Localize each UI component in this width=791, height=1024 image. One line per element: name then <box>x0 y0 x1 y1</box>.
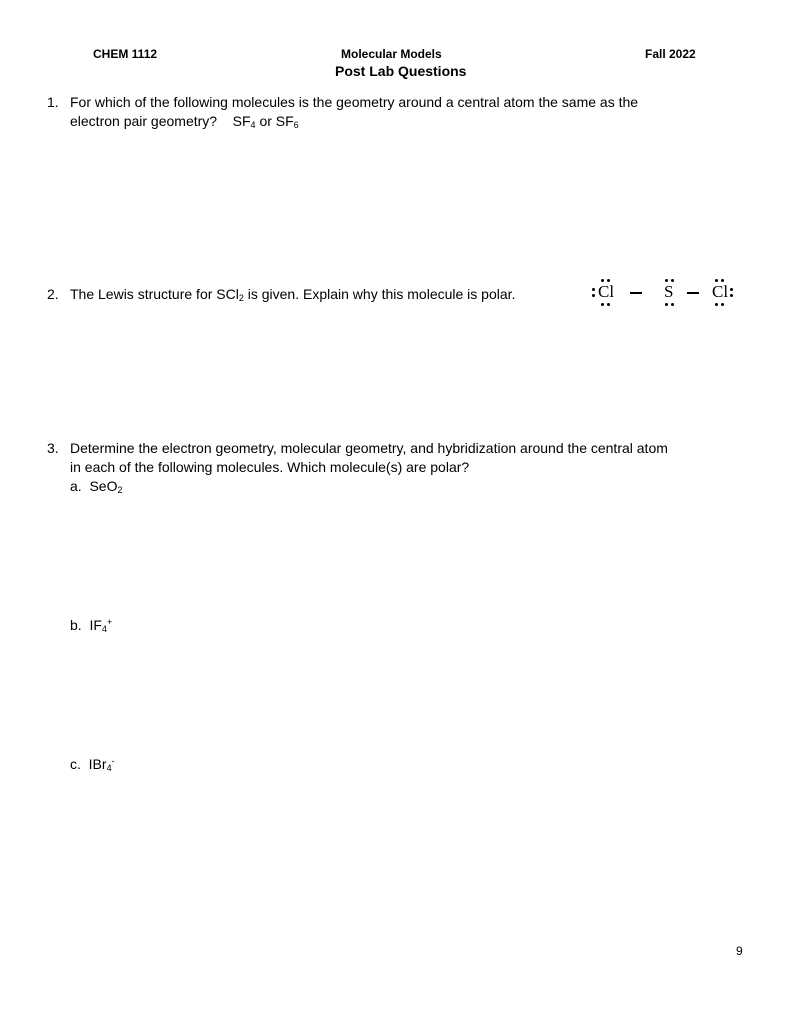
question-3c-label: c. <box>70 756 81 772</box>
question-3b-label: b. <box>70 617 82 633</box>
question-1-line-1: For which of the following molecules is the geometry around a central atom the same as the <box>70 94 639 110</box>
formula-sf4: $SF_4$ <box>232 113 256 130</box>
term: Fall 2022 <box>645 47 696 61</box>
question-1-line-2 <box>70 112 299 131</box>
question-3a <box>70 477 123 496</box>
page-title: Post Lab Questions <box>335 63 467 79</box>
formula-ibr4-minus: IBr$_4$- <box>88 756 115 773</box>
question-1-prompt: electron pair geometry? <box>70 113 218 129</box>
lewis-structure-scl2 <box>588 276 738 310</box>
question-1-number: 1. <box>47 94 59 110</box>
course-code: CHEM 1112 <box>93 47 158 61</box>
question-3a-label: a. <box>70 478 82 494</box>
question-2-number: 2. <box>47 286 59 302</box>
formula-if4-plus: $IF_4^+$ <box>89 617 113 634</box>
question-3c <box>70 755 115 774</box>
topic: Molecular Models <box>341 47 442 61</box>
lewis-atom-s: S <box>664 282 674 301</box>
page-number: 9 <box>736 944 743 958</box>
formula-sf6: or $SF_6$ <box>259 113 299 130</box>
question-3-line-2: in each of the following molecules. Which molecule(s) are polar? <box>70 459 470 475</box>
lewis-atom-cl-left: Cl <box>598 282 615 301</box>
bond-left <box>630 292 642 294</box>
formula-seo2: SeO$_2$ <box>89 478 123 495</box>
question-3-line-1: Determine the electron geometry, molecular geometry, and hybridization around the central atom <box>70 440 668 456</box>
question-3b <box>70 616 112 635</box>
bond-right <box>687 292 699 294</box>
question-2-text: The Lewis structure for SCl$_2$ is given. Explain why this molecule is polar. <box>70 286 516 303</box>
question-3-number: 3. <box>47 440 59 456</box>
lewis-atom-cl-right: Cl <box>712 282 729 301</box>
